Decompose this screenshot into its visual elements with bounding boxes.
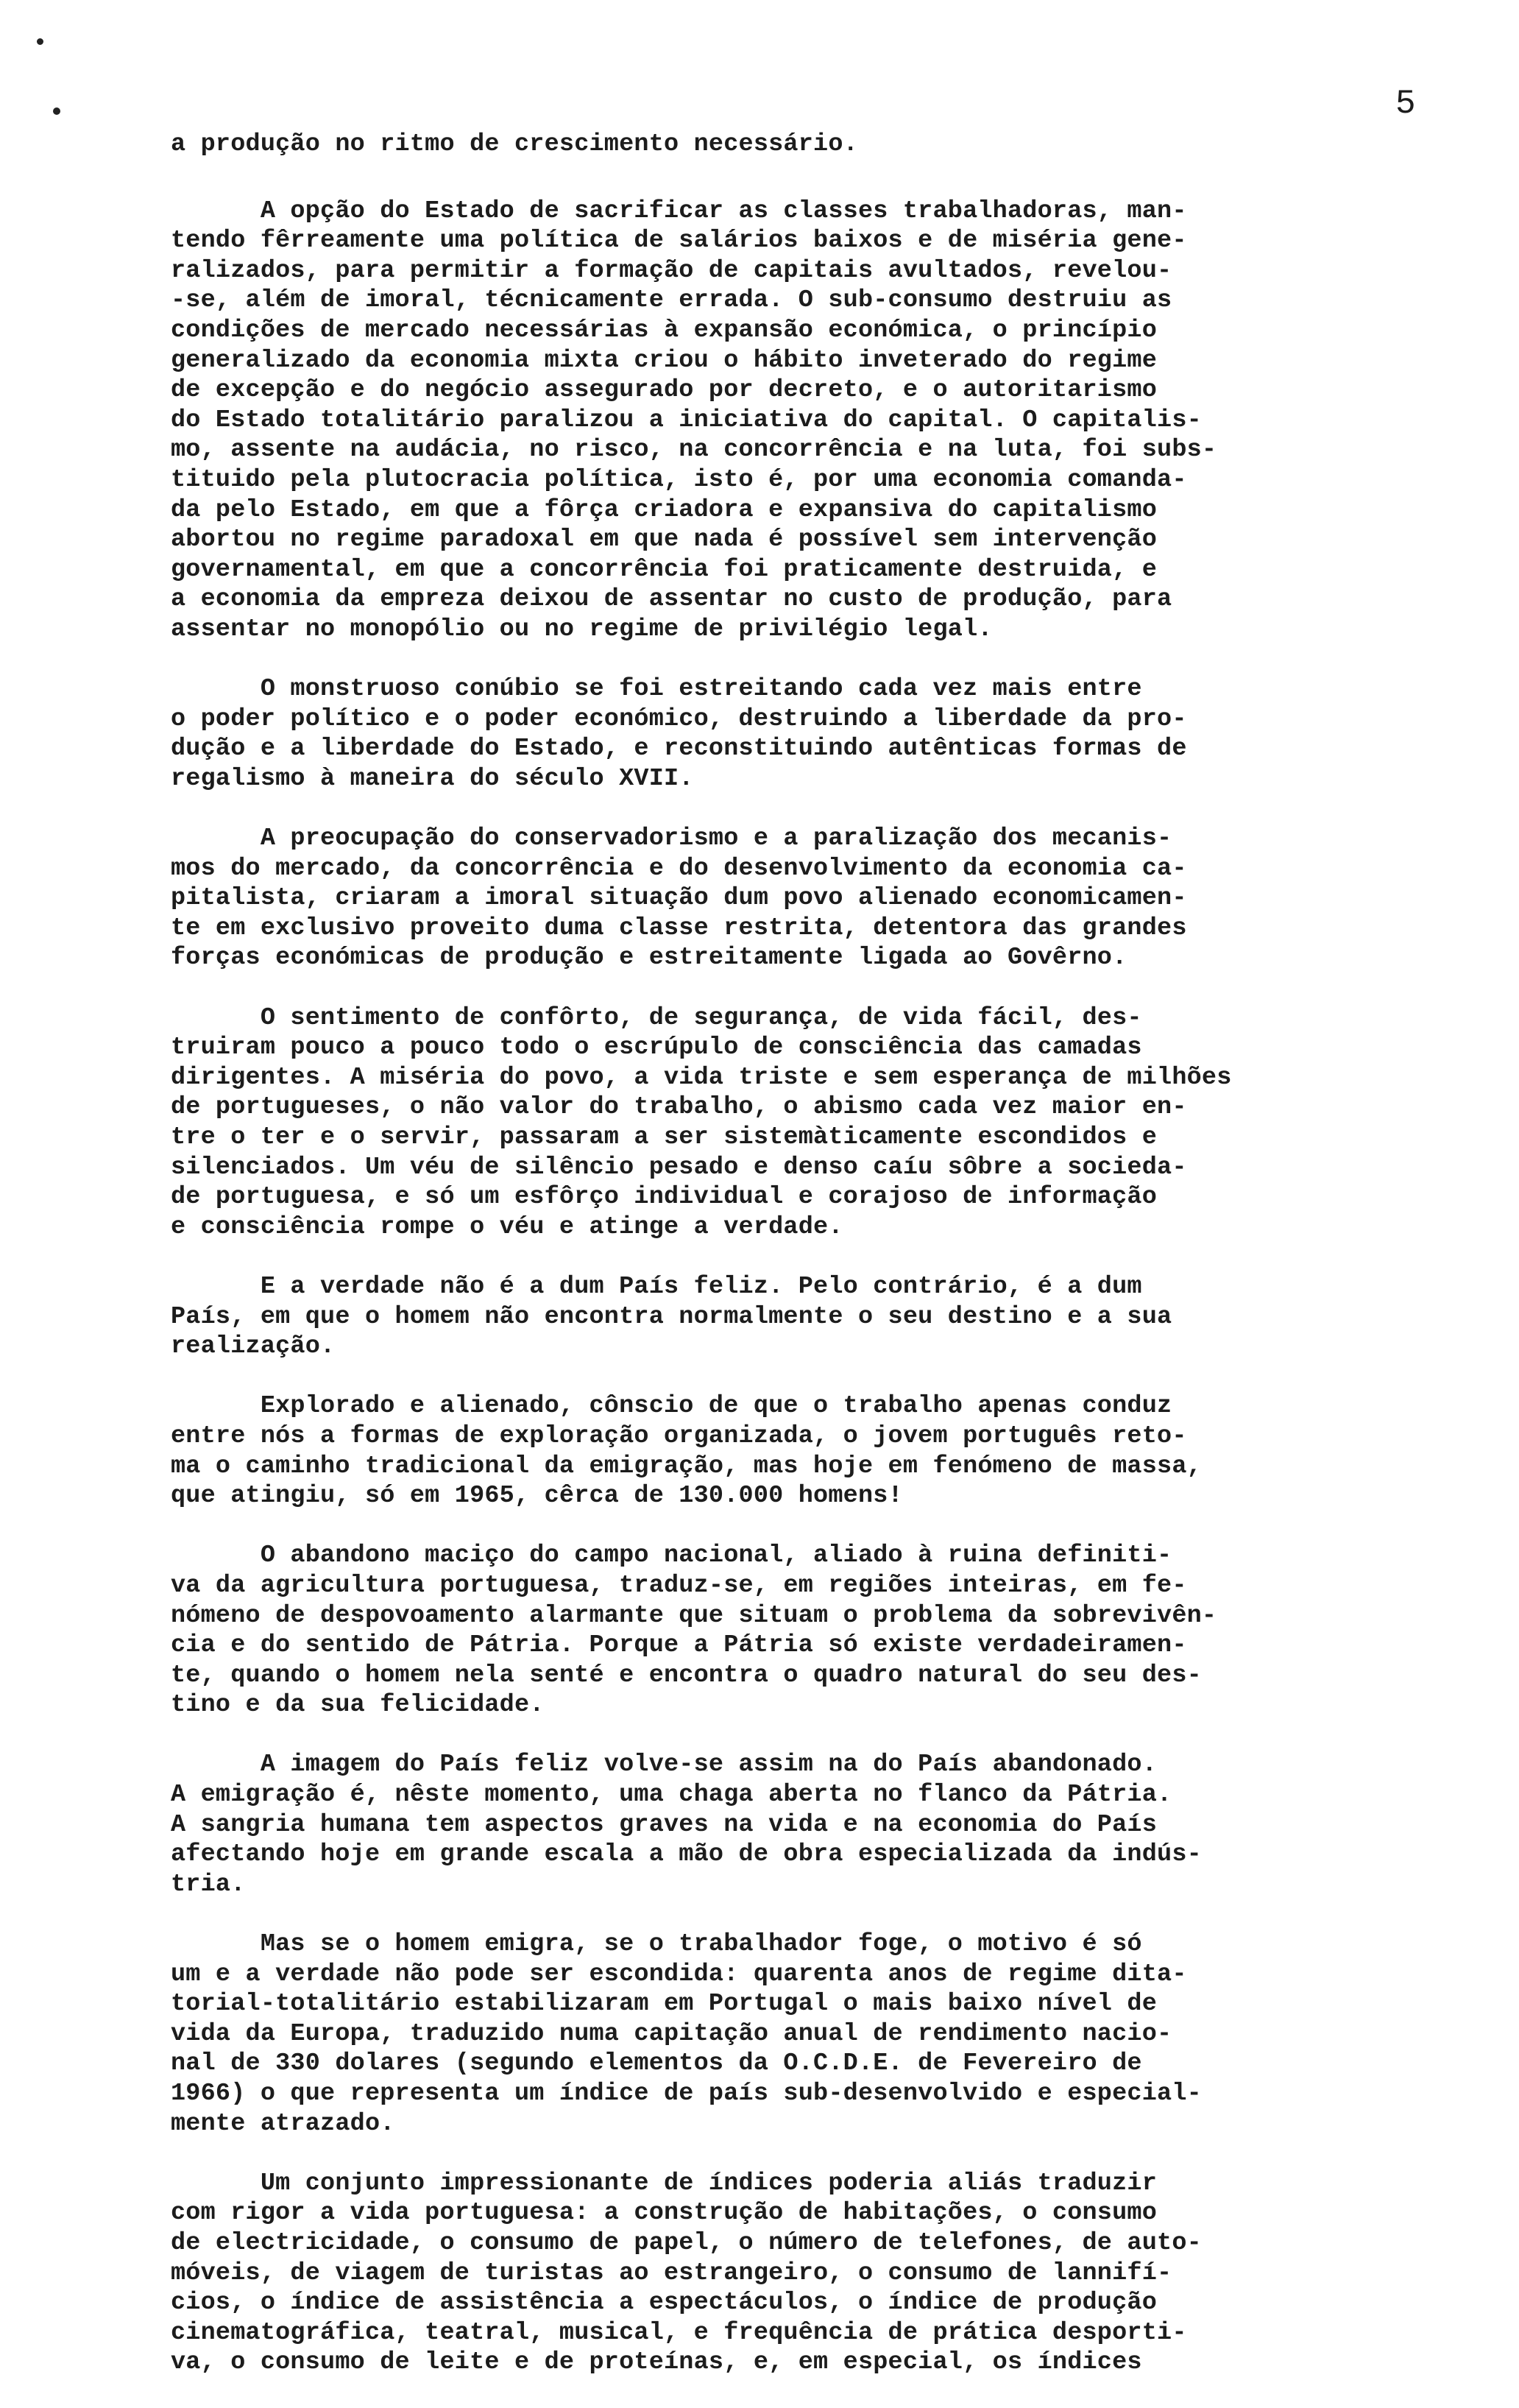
paragraph: a produção no ritmo de crescimento necessário.	[171, 130, 858, 158]
paragraph: A preocupação do conservadorismo e a paralização dos mecanis- mos do mercado, da concorrência e do desenvolvimento da economia ca- pitalista, criaram a imoral situação dum povo alienado economicamen- te em exclusivo proveito duma classe restrita, detentora das grandes forças económicas de produção e estreitamente ligada ao Govêrno.	[171, 825, 1187, 972]
paragraph: Mas se o homem emigra, se o trabalhador foge, o motivo é só um e a verdade não pode ser escondida: quarenta anos de regime dita- torial-totalitário estabilizaram em Portugal o mais baixo nível de vida da Europa, traduzido numa capitação anual de rendimento nacio- nal de 330 dolares (segundo elementos da O.C.D.E. de Fevereiro de 1966) o que representa um índice de país sub-desenvolvido e especial- mente atrazado.	[171, 1930, 1202, 2138]
paragraph: E a verdade não é a dum País feliz. Pelo contrário, é a dum País, em que o homem não encontra normalmente o seu destino e a sua realização.	[171, 1272, 1172, 1361]
paragraph: Um conjunto impressionante de índices poderia aliás traduzir com rigor a vida portuguesa: a construção de habitações, o consumo de electricidade, o consumo de papel, o número de telefones, de auto- móveis, de viagem de turistas ao estrangeiro, o consumo de lannifí- cios, o índice de assistência a espectáculos, o índice de produção cinematográfica, teatral, musical, e frequência de prática desporti- va, o consumo de leite e de proteínas, e, em especial, os índices	[171, 2169, 1202, 2377]
stray-ink-mark	[53, 107, 60, 115]
document-body	[171, 130, 1437, 2408]
paragraph: O sentimento de confôrto, de segurança, de vida fácil, des- truiram pouco a pouco todo o escrúpulo de consciência das camadas dirigentes. A miséria do povo, a vida triste e sem esperança de milhões de portugueses, o não valor do trabalho, o abismo cada vez maior en- tre o ter e o servir, passaram a ser sistemàticamente escondidos e silenciados. Um véu de silêncio pesado e denso caíu sôbre a socieda- de portuguesa, e só um esfôrço individual e corajoso de informação e consciência rompe o véu e atinge a verdade.	[171, 1003, 1232, 1241]
paragraph: A opção do Estado de sacrificar as classes trabalhadoras, man- tendo fêrreamente uma política de salários baixos e de miséria gene- ralizados, para permitir a formação de capitais avultados, revelou- -se, além de imoral, técnicamente errada. O sub-consumo destruiu as condições de mercado necessárias à expansão económica, o princípio generalizado da economia mixta criou o hábito inveterado do regime de excepção e do negócio assegurado por decreto, e o autoritarismo do Estado totalitário paralizou a iniciativa do capital. O capitalis- mo, assente na audácia, no risco, na concorrência e na luta, foi subs- tituido pela plutocracia política, isto é, por uma economia comanda- da pelo Estado, em que a fôrça criadora e expansiva do capitalismo abortou no regime paradoxal em que nada é possível sem intervenção governamental, em que a concorrência foi praticamente destruida, e a economia da empreza deixou de assentar no custo de produção, para assentar no monopólio ou no regime de privilégio legal.	[171, 197, 1217, 643]
paragraph: O monstruoso conúbio se foi estreitando cada vez mais entre o poder político e o poder económico, destruindo a liberdade da pro- dução e a liberdade do Estado, e reconstituindo autênticas formas de regalismo à maneira do século XVII.	[171, 675, 1187, 793]
paragraph: A imagem do País feliz volve-se assim na do País abandonado. A emigração é, nêste momento, uma chaga aberta no flanco da Pátria. A sangria humana tem aspectos graves na vida e na economia do País afectando hoje em grande escala a mão de obra especializada da indús- tria.	[171, 1751, 1202, 1899]
paragraph: Explorado e alienado, cônscio de que o trabalho apenas conduz entre nós a formas de exploração organizada, o jovem português reto- ma o caminho tradicional da emigração, mas hoje em fenómeno de massa, que atingiu, só em 1965, cêrca de 130.000 homens!	[171, 1392, 1202, 1511]
stray-ink-mark	[37, 38, 43, 45]
page-number: 5	[1395, 85, 1416, 123]
paragraph: O abandono maciço do campo nacional, aliado à ruina definiti- va da agricultura portuguesa, traduz-se, em regiões inteiras, em fe- nómeno de despovoamento alarmante que situam o problema da sobrevivên- cia e do sentido de Pátria. Porque a Pátria só existe verdadeiramen- te, quando o homem nela senté e encontra o quadro natural do seu des- tino e da sua felicidade.	[171, 1542, 1217, 1720]
